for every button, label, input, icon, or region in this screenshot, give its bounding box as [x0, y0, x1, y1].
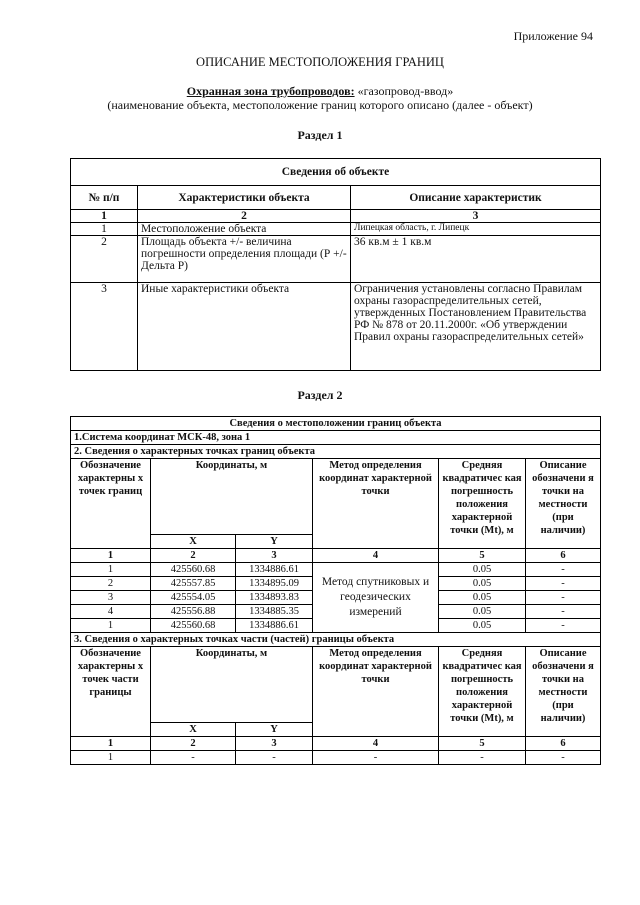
point-error: 0.05 [439, 577, 526, 591]
object-info-table [70, 158, 601, 371]
index-cell: 2 [138, 210, 351, 223]
index-cell: 4 [313, 549, 439, 563]
header-coordinates: Координаты, м [151, 647, 313, 723]
part-point-x: - [151, 751, 236, 765]
header-point-description: Описание обозначени я точки на местности (при наличии) [526, 459, 601, 549]
point-x: 425557.85 [151, 577, 236, 591]
index-cell: 5 [439, 737, 526, 751]
point-number: 1 [71, 619, 151, 633]
part-point-method: - [313, 751, 439, 765]
header-y: Y [236, 535, 313, 549]
index-cell: 6 [526, 549, 601, 563]
part-2-title: 2. Сведения о характерных точках границ объекта [71, 445, 601, 459]
row-description: Липецкая область, г. Липецк [351, 223, 601, 236]
point-y: 1334895.09 [236, 577, 313, 591]
point-error: 0.05 [439, 591, 526, 605]
header-method: Метод определения координат характерной точки [313, 647, 439, 737]
point-x: 425560.68 [151, 563, 236, 577]
section-1-title: Раздел 1 [297, 128, 343, 142]
index-cell: 2 [151, 549, 236, 563]
index-cell: 3 [236, 549, 313, 563]
point-description: - [526, 563, 601, 577]
index-cell: 1 [71, 549, 151, 563]
index-cell: 3 [236, 737, 313, 751]
point-error: 0.05 [439, 605, 526, 619]
header-error: Средняя квадратичес кая погрешность положения характерной точки (Mt), м [439, 647, 526, 737]
table-row [71, 283, 601, 371]
part-point-number: 1 [71, 751, 151, 765]
part-point-description: - [526, 751, 601, 765]
point-error: 0.05 [439, 619, 526, 633]
header-method: Метод определения координат характерной точки [313, 459, 439, 549]
index-cell: 3 [351, 210, 601, 223]
point-number: 2 [71, 577, 151, 591]
table-row [71, 223, 601, 236]
part-3-title: 3. Сведения о характерных точках части (частей) границы объекта [71, 633, 601, 647]
header-x: X [151, 723, 236, 737]
point-x: 425560.68 [151, 619, 236, 633]
index-cell: 6 [526, 737, 601, 751]
zone-value: «газопровод-ввод» [354, 84, 454, 98]
header-point: Обозначение характерны х точек части границы [71, 647, 151, 737]
point-number: 4 [71, 605, 151, 619]
header-x: X [151, 535, 236, 549]
part-point-error: - [439, 751, 526, 765]
header-point: Обозначение характерны х точек границ [71, 459, 151, 549]
boundary-table-title: Сведения о местоположении границ объекта [71, 417, 601, 431]
index-cell: 1 [71, 210, 138, 223]
table-row [71, 236, 601, 283]
point-description: - [526, 605, 601, 619]
point-x: 425556.88 [151, 605, 236, 619]
header-point-description: Описание обозначени я точки на местности (при наличии) [526, 647, 601, 737]
point-error: 0.05 [439, 563, 526, 577]
point-description: - [526, 619, 601, 633]
row-description: Ограничения установлены согласно Правилам охраны газораспределительных сетей, утвержденных Постановлением Правительства РФ № 878 от 20.11.2000г. «Об утверждении Правил охраны газораспределительных сетей» [351, 283, 601, 371]
point-description: - [526, 591, 601, 605]
point-number: 3 [71, 591, 151, 605]
row-characteristic: Иные характеристики объекта [138, 283, 351, 371]
boundary-location-table [70, 416, 601, 765]
row-characteristic: Площадь объекта +/- величина погрешности определения площади (Р +/- Дельта Р) [138, 236, 351, 283]
header-error: Средняя квадратичес кая погрешность положения характерной точки (Mt), м [439, 459, 526, 549]
table-row [71, 563, 601, 577]
point-number: 1 [71, 563, 151, 577]
table-row [71, 751, 601, 765]
point-x: 425554.05 [151, 591, 236, 605]
object-info-table-title: Сведения об объекте [71, 159, 601, 186]
index-cell: 2 [151, 737, 236, 751]
document-title: ОПИСАНИЕ МЕСТОПОЛОЖЕНИЯ ГРАНИЦ [196, 55, 444, 69]
header-number: № п/п [71, 186, 138, 210]
appendix-label: Приложение 94 [513, 29, 593, 43]
coordinate-system: 1.Система координат МСК-48, зона 1 [71, 431, 601, 445]
row-number: 3 [71, 283, 138, 371]
point-y: 1334886.61 [236, 563, 313, 577]
index-cell: 5 [439, 549, 526, 563]
section-2-title: Раздел 2 [297, 388, 343, 402]
method-cell: Метод спутниковых и геодезических измерений [313, 563, 439, 633]
header-coordinates: Координаты, м [151, 459, 313, 535]
row-characteristic: Местоположение объекта [138, 223, 351, 236]
point-y: 1334893.83 [236, 591, 313, 605]
index-cell: 4 [313, 737, 439, 751]
header-y: Y [236, 723, 313, 737]
row-number: 1 [71, 223, 138, 236]
point-y: 1334885.35 [236, 605, 313, 619]
point-y: 1334886.61 [236, 619, 313, 633]
point-description: - [526, 577, 601, 591]
row-number: 2 [71, 236, 138, 283]
index-cell: 1 [71, 737, 151, 751]
object-name-note: (наименование объекта, местоположение границ которого описано (далее - объект) [107, 98, 533, 112]
zone-label: Охранная зона трубопроводов: [186, 84, 355, 98]
row-description: 36 кв.м ± 1 кв.м [351, 236, 601, 283]
header-characteristic: Характеристики объекта [138, 186, 351, 210]
header-description: Описание характеристик [351, 186, 601, 210]
part-point-y: - [236, 751, 313, 765]
object-name-line [0, 84, 640, 99]
